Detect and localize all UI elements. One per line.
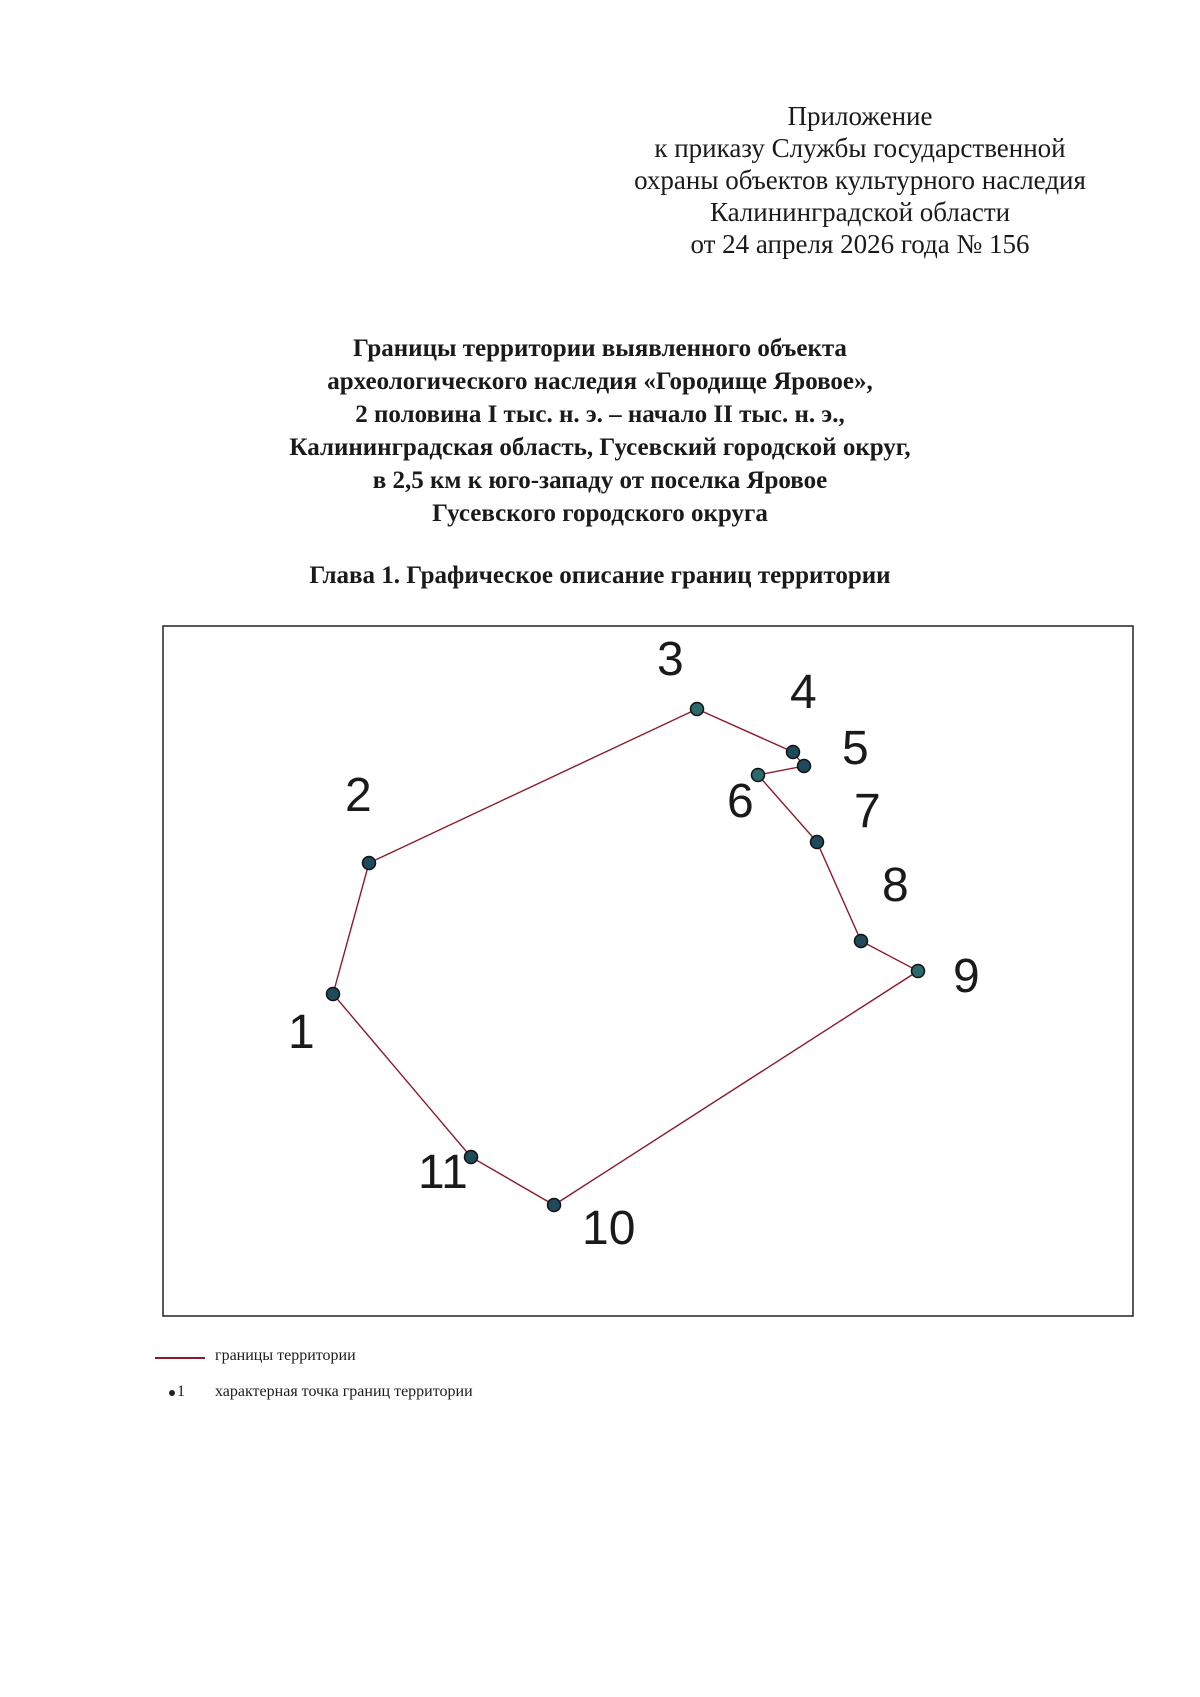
boundary-map xyxy=(150,620,1140,1320)
appendix-line: Калининградской области xyxy=(709,197,1011,227)
title-line: в 2,5 км к юго-западу от поселка Яровое xyxy=(372,467,828,494)
boundary-point-3 xyxy=(691,703,704,716)
boundary-point-labels xyxy=(288,633,980,1255)
title-line: Гусевского городского округа xyxy=(432,500,768,527)
boundary-point-label-4: 4 xyxy=(790,666,817,719)
boundary-point-label-7: 7 xyxy=(854,785,881,838)
appendix-line: от 24 апреля 2026 года № 156 xyxy=(690,229,1030,259)
boundary-point-label-3: 3 xyxy=(657,633,684,686)
title-line: археологического наследия «Городище Яровое», xyxy=(327,368,873,395)
appendix-block xyxy=(590,100,1130,260)
territory-boundary xyxy=(333,709,918,1205)
document-title xyxy=(120,332,1080,530)
boundary-point-label-11: 11 xyxy=(418,1146,468,1199)
title-line: Границы территории выявленного объекта xyxy=(353,335,847,362)
boundary-point-label-1: 1 xyxy=(288,1006,315,1059)
chapter-heading: Глава 1. Графическое описание границ территории xyxy=(309,562,891,589)
boundary-point-label-6: 6 xyxy=(727,775,754,828)
boundary-point-1 xyxy=(327,988,340,1001)
legend-point-dot xyxy=(169,1390,175,1396)
title-line: Калининградская область, Гусевский городской округ, xyxy=(289,434,911,461)
boundary-point-9 xyxy=(912,965,925,978)
appendix-line: Приложение xyxy=(787,101,933,131)
appendix-line: охраны объектов культурного наследия xyxy=(634,165,1086,195)
legend-point-label: характерная точка границ территории xyxy=(215,1383,473,1400)
boundary-point-label-9: 9 xyxy=(953,950,980,1003)
boundary-point-label-8: 8 xyxy=(882,859,909,912)
boundary-point-5 xyxy=(798,760,811,773)
legend-boundary-label: границы территории xyxy=(215,1347,356,1364)
boundary-point-2 xyxy=(363,857,376,870)
boundary-point-8 xyxy=(855,935,868,948)
legend-point-sample: 1 xyxy=(177,1383,185,1400)
boundary-point-10 xyxy=(548,1199,561,1212)
legend-boundary-line xyxy=(155,1357,205,1359)
boundary-point-7 xyxy=(811,836,824,849)
map-frame xyxy=(163,626,1133,1316)
boundary-points xyxy=(327,703,925,1212)
boundary-point-4 xyxy=(787,746,800,759)
appendix-line: к приказу Службы государственной xyxy=(654,133,1066,163)
boundary-point-label-2: 2 xyxy=(345,769,372,822)
boundary-point-label-5: 5 xyxy=(842,722,869,775)
boundary-point-label-10: 10 xyxy=(582,1202,636,1255)
title-line: 2 половина I тыс. н. э. – начало II тыс. н. э., xyxy=(355,401,845,428)
